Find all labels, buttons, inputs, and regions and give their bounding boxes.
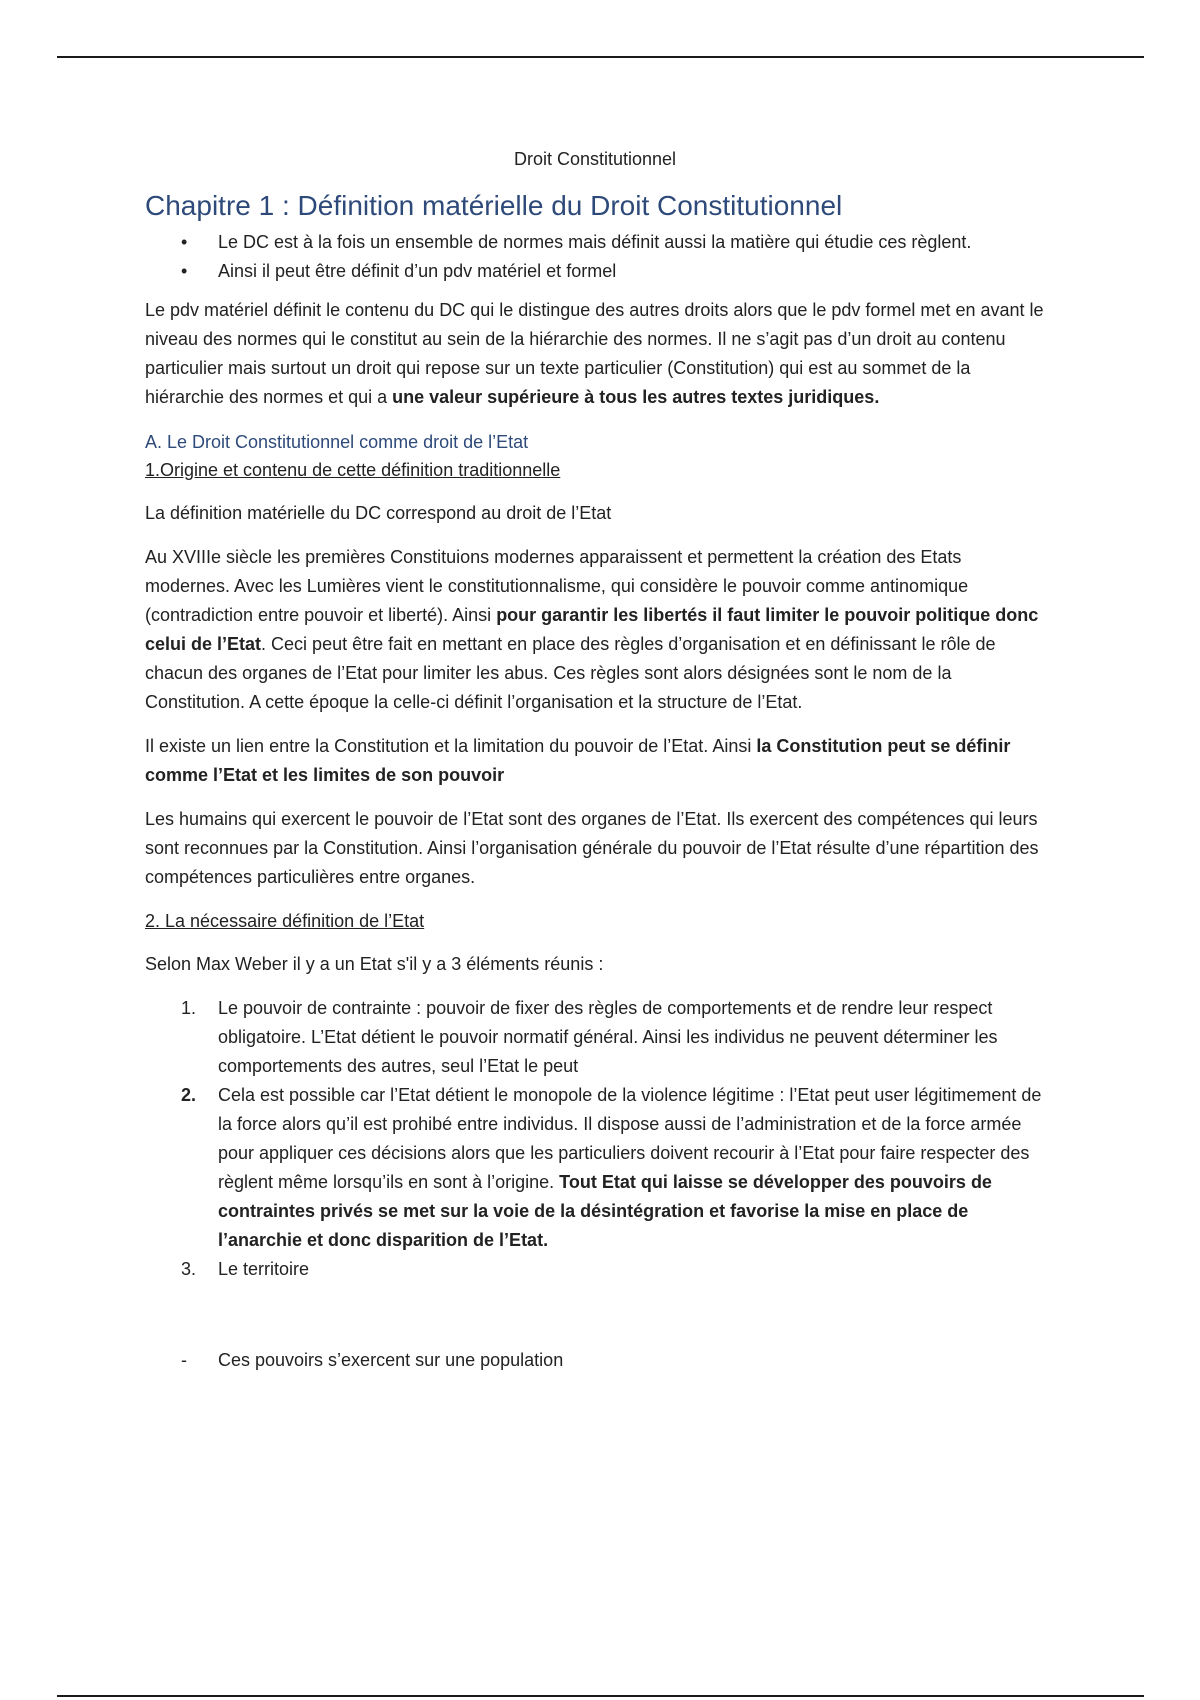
intro-bullet-list (145, 228, 1045, 286)
paragraph-pdv (145, 296, 1045, 412)
list-item-text: Le territoire (218, 1259, 310, 1279)
list-item (145, 1346, 1045, 1375)
number-marker: 2. (181, 1085, 197, 1105)
document-title: Droit Constitutionnel (513, 149, 677, 169)
chapter-heading: Chapitre 1 : Définition matérielle du Droit Constitutionnel (145, 190, 843, 221)
paragraph-lien (145, 732, 1045, 790)
paragraph-text: . Ceci peut être fait en mettant en place des règles d’organisation et en définissant le rôle de chacun des organes de l’Etat pour limiter les abus. Ces règles sont alors désignées sont le nom de la Constitution. A cette époque la celle-ci définit l’organisation et la structure de l’Etat. (145, 634, 996, 712)
section-heading-a: A. Le Droit Constitutionnel comme droit de l’Etat (145, 432, 529, 452)
document-page (145, 140, 1045, 1375)
number-marker: 1. (181, 998, 197, 1018)
bullet-marker: • (181, 232, 188, 252)
bullet-text: Ainsi il peut être définit d’un pdv matériel et formel (218, 261, 617, 281)
list-item-bold-text: Tout Etat qui laisse se développer des pouvoirs de contraintes privés se met sur la voie de la désintégration et favorise la mise en place de l’anarchie et donc disparition de l’Etat. (218, 1172, 992, 1250)
paragraph-bold-text: la Constitution peut se définir comme l’Etat et les limites de son pouvoir (145, 736, 1011, 785)
paragraph-text: Le pdv matériel définit le contenu du DC qui le distingue des autres droits alors que le pdv formel met en avant le niveau des normes qui le constitut au sein de la hiérarchie des normes. Il ne s’agit pas d’un droit au contenu particulier mais surtout un droit qui repose sur un texte particulier (Constitution) qui est au sommet de la hiérarchie des normes et qui a (145, 300, 1044, 407)
list-item-text: Le pouvoir de contrainte : pouvoir de fixer des règles de comportements et de rendre leur respect obligatoire. L’Etat détient le pouvoir normatif général. Ainsi les individus ne peuvent déterminer les comportements des autres, seul l’Etat le peut (218, 998, 998, 1076)
list-item-text: Cela est possible car l’Etat détient le monopole de la violence légitime : l’Etat peut user légitimement de la force alors qu’il est prohibé entre individus. Il dispose aussi de l’administration et de la force armée pour appliquer ces décisions alors que les particuliers doivent recourir à l’Etat pour faire respecter des règlent même lorsqu’ils en sont à l’origine. (218, 1085, 1042, 1192)
paragraph-text: Au XVIIIe siècle les premières Constituions modernes apparaissent et permettent la création des Etats modernes. Avec les Lumières vient le constitutionnalisme, qui considère le pouvoir comme antinomique (contradiction entre pouvoir et liberté). Ainsi (145, 547, 969, 625)
paragraph-weber: Selon Max Weber il y a un Etat s'il y a 3 éléments réunis : (145, 954, 604, 974)
paragraph-organes: Les humains qui exercent le pouvoir de l’Etat sont des organes de l’Etat. Ils exercent des compétences qui leurs sont reconnues par la Constitution. Ainsi l’organisation générale du pouvoir de l’Etat résulte d’une répartition des compétences particulières entre organes. (145, 809, 1039, 887)
number-marker: 3. (181, 1259, 197, 1279)
paragraph-xviiie (145, 543, 1045, 717)
subheading-origine: 1.Origine et contenu de cette définition traditionnelle (145, 460, 561, 480)
paragraph-bold-text: une valeur supérieure à tous les autres textes juridiques. (392, 387, 880, 407)
paragraph-definition: La définition matérielle du DC correspond au droit de l’Etat (145, 503, 612, 523)
paragraph-bold-text: pour garantir les libertés il faut limiter le pouvoir politique donc celui de l’Etat (145, 605, 1039, 654)
list-item (145, 228, 1045, 257)
list-item (145, 257, 1045, 286)
list-item-text: Ces pouvoirs s’exercent sur une population (218, 1350, 564, 1370)
population-dash-list (145, 1346, 1045, 1375)
weber-element-list (145, 994, 1045, 1284)
bottom-rule (57, 1695, 1144, 1697)
bullet-marker: • (181, 261, 188, 281)
paragraph-text: Il existe un lien entre la Constitution et la limitation du pouvoir de l’Etat. Ainsi (145, 736, 757, 756)
list-item (145, 1081, 1045, 1255)
subheading-etat: 2. La nécessaire définition de l’Etat (145, 911, 425, 931)
bullet-text: Le DC est à la fois un ensemble de normes mais définit aussi la matière qui étudie ces règlent. (218, 232, 972, 252)
dash-marker: - (181, 1350, 187, 1370)
list-item (145, 1255, 1045, 1284)
top-rule (57, 56, 1144, 58)
list-item (145, 994, 1045, 1081)
